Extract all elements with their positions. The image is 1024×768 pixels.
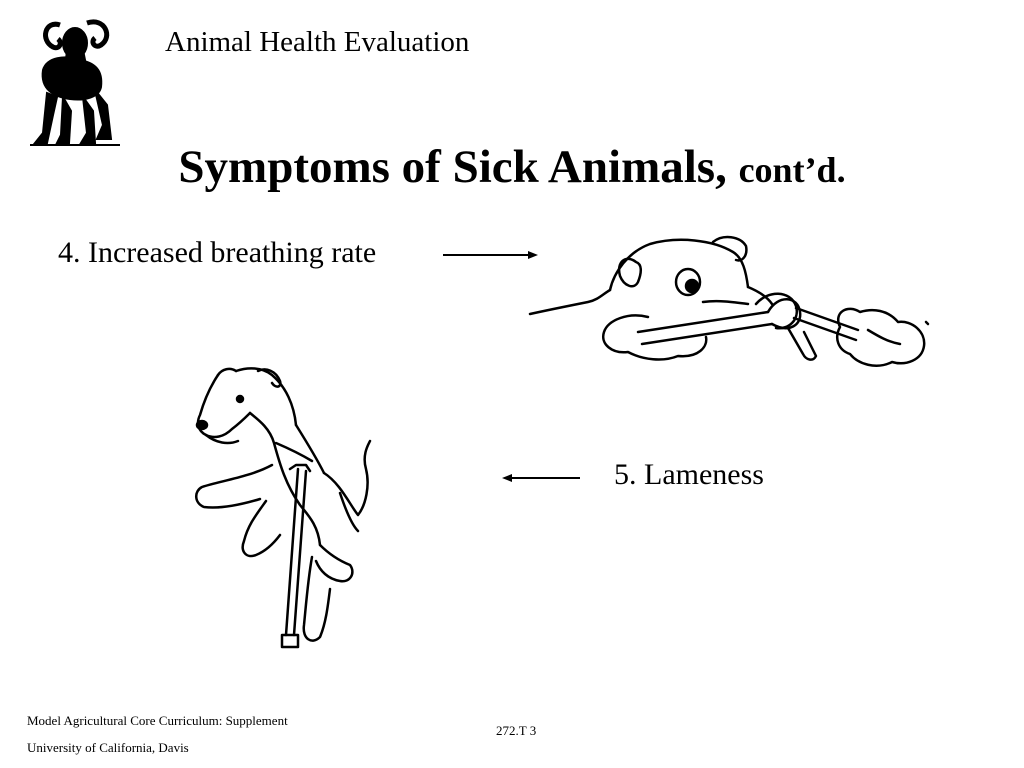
ram-logo-icon: [25, 15, 125, 150]
arrow-right-icon: [440, 248, 540, 262]
slide-title: [0, 140, 1024, 194]
arrow-left-icon: [500, 471, 584, 485]
footer-slide-code: 272.T 3: [496, 723, 537, 738]
footer-curriculum: Model Agricultural Core Curriculum: Supplement: [27, 713, 288, 728]
slide-title-main: Symptoms of Sick Animals,: [178, 141, 727, 193]
slide-title-suffix: cont’d.: [738, 150, 846, 190]
bullet-breathing-rate: 4. Increased breathing rate: [58, 236, 377, 269]
footer-university: University of California, Davis: [27, 740, 189, 755]
header-title: Animal Health Evaluation: [165, 26, 470, 58]
panting-dog-illustration: [528, 232, 938, 377]
lame-dog-illustration: [190, 365, 390, 660]
bullet-lameness: 5. Lameness: [614, 458, 764, 491]
